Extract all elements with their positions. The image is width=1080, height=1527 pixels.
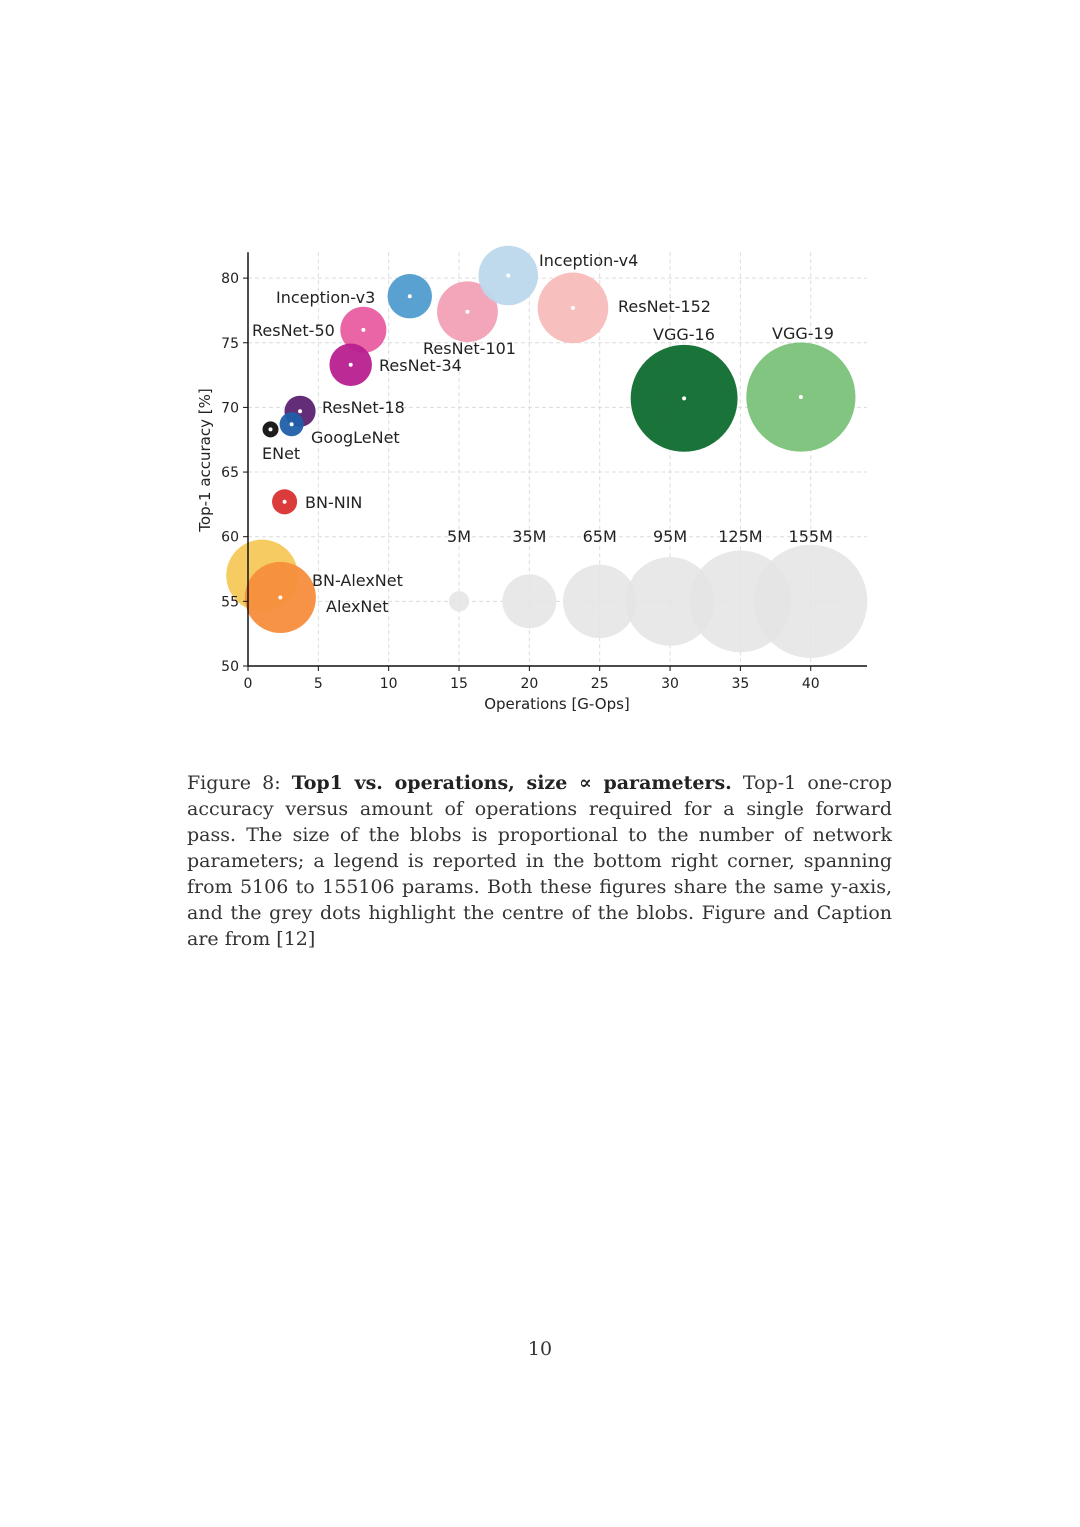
blob-centre-dot — [283, 500, 287, 504]
label-googlenet: GoogLeNet — [311, 428, 400, 447]
y-tick-label: 65 — [221, 465, 239, 482]
blob-centre-dot — [278, 595, 282, 599]
x-tick-label: 20 — [520, 676, 539, 692]
x-tick-label: 15 — [450, 676, 468, 692]
label-vgg-16: VGG-16 — [653, 325, 715, 344]
label-resnet-18: ResNet-18 — [322, 398, 405, 417]
size-legend-label: 155M — [788, 527, 833, 546]
y-tick-label: 55 — [221, 594, 239, 611]
blob-centre-dot — [465, 310, 469, 314]
caption-prefix: Figure 8: — [187, 772, 292, 794]
x-tick-label: 30 — [661, 676, 679, 692]
x-tick-label: 25 — [590, 676, 609, 692]
label-resnet-152: ResNet-152 — [618, 297, 711, 316]
caption-title: Top1 vs. operations, size ∝ parameters. — [291, 772, 732, 794]
y-tick-label: 80 — [221, 271, 239, 288]
label-inception-v3: Inception-v3 — [276, 288, 376, 307]
blob-centre-dot — [290, 422, 294, 426]
blob-centre-dot — [408, 294, 412, 298]
size-legend-label: 95M — [652, 527, 688, 546]
blob-centre-dot — [799, 395, 803, 399]
size-legend-blob — [502, 574, 556, 628]
x-tick-label: 0 — [243, 676, 253, 692]
x-tick-label: 40 — [801, 676, 820, 692]
y-tick-label: 50 — [221, 659, 239, 675]
y-tick-label: 75 — [221, 335, 239, 352]
x-tick-label: 5 — [313, 676, 323, 692]
x-axis-label: Operations [G-Ops] — [484, 695, 630, 713]
x-tick-label: 35 — [731, 676, 750, 692]
blob-centre-dot — [682, 396, 686, 400]
y-tick-label: 60 — [221, 529, 239, 546]
size-legend-label: 125M — [718, 527, 763, 546]
blob-centre-dot — [361, 328, 365, 332]
size-legend-label: 65M — [582, 527, 617, 546]
size-legend-label: 35M — [512, 527, 547, 546]
label-bn-nin: BN-NIN — [305, 493, 363, 512]
label-resnet-50: ResNet-50 — [252, 321, 335, 340]
label-enet: ENet — [262, 444, 301, 463]
figure-caption — [187, 770, 892, 952]
x-tick-label: 10 — [379, 676, 398, 692]
caption-body: Top-1 one-crop accuracy versus amount of operations required for a single forward pass. The size of the blobs is proportional to the number of network parameters; a legend is reported in the bottom right corner, spanning from 5106 to 155106 params. Both these figures share the same y-axis, and the grey dots highlight the centre of the blobs. Figure and Caption are from [12] — [187, 772, 892, 950]
label-alexnet: AlexNet — [326, 597, 389, 616]
label-bn-alexnet: BN-AlexNet — [312, 571, 403, 590]
size-legend-blob — [449, 591, 469, 611]
label-resnet-101: ResNet-101 — [423, 339, 516, 358]
blob-centre-dot — [298, 409, 302, 413]
page-number: 10 — [527, 1338, 553, 1360]
blob-centre-dot — [349, 363, 353, 367]
label-vgg-19: VGG-19 — [772, 324, 834, 343]
y-tick-label: 70 — [221, 400, 239, 417]
size-legend-blob — [754, 545, 867, 658]
label-resnet-34: ResNet-34 — [379, 356, 462, 375]
blobs — [226, 246, 867, 658]
blob-centre-dot — [506, 274, 510, 278]
y-axis-label: Top-1 accuracy [%] — [196, 388, 214, 532]
blob-centre-dot — [269, 427, 273, 431]
label-inception-v4: Inception-v4 — [539, 251, 639, 270]
size-legend-blob — [563, 565, 636, 638]
accuracy-vs-operations-chart — [0, 0, 1080, 740]
size-legend-label: 5M — [447, 527, 472, 546]
blob-centre-dot — [571, 306, 575, 310]
